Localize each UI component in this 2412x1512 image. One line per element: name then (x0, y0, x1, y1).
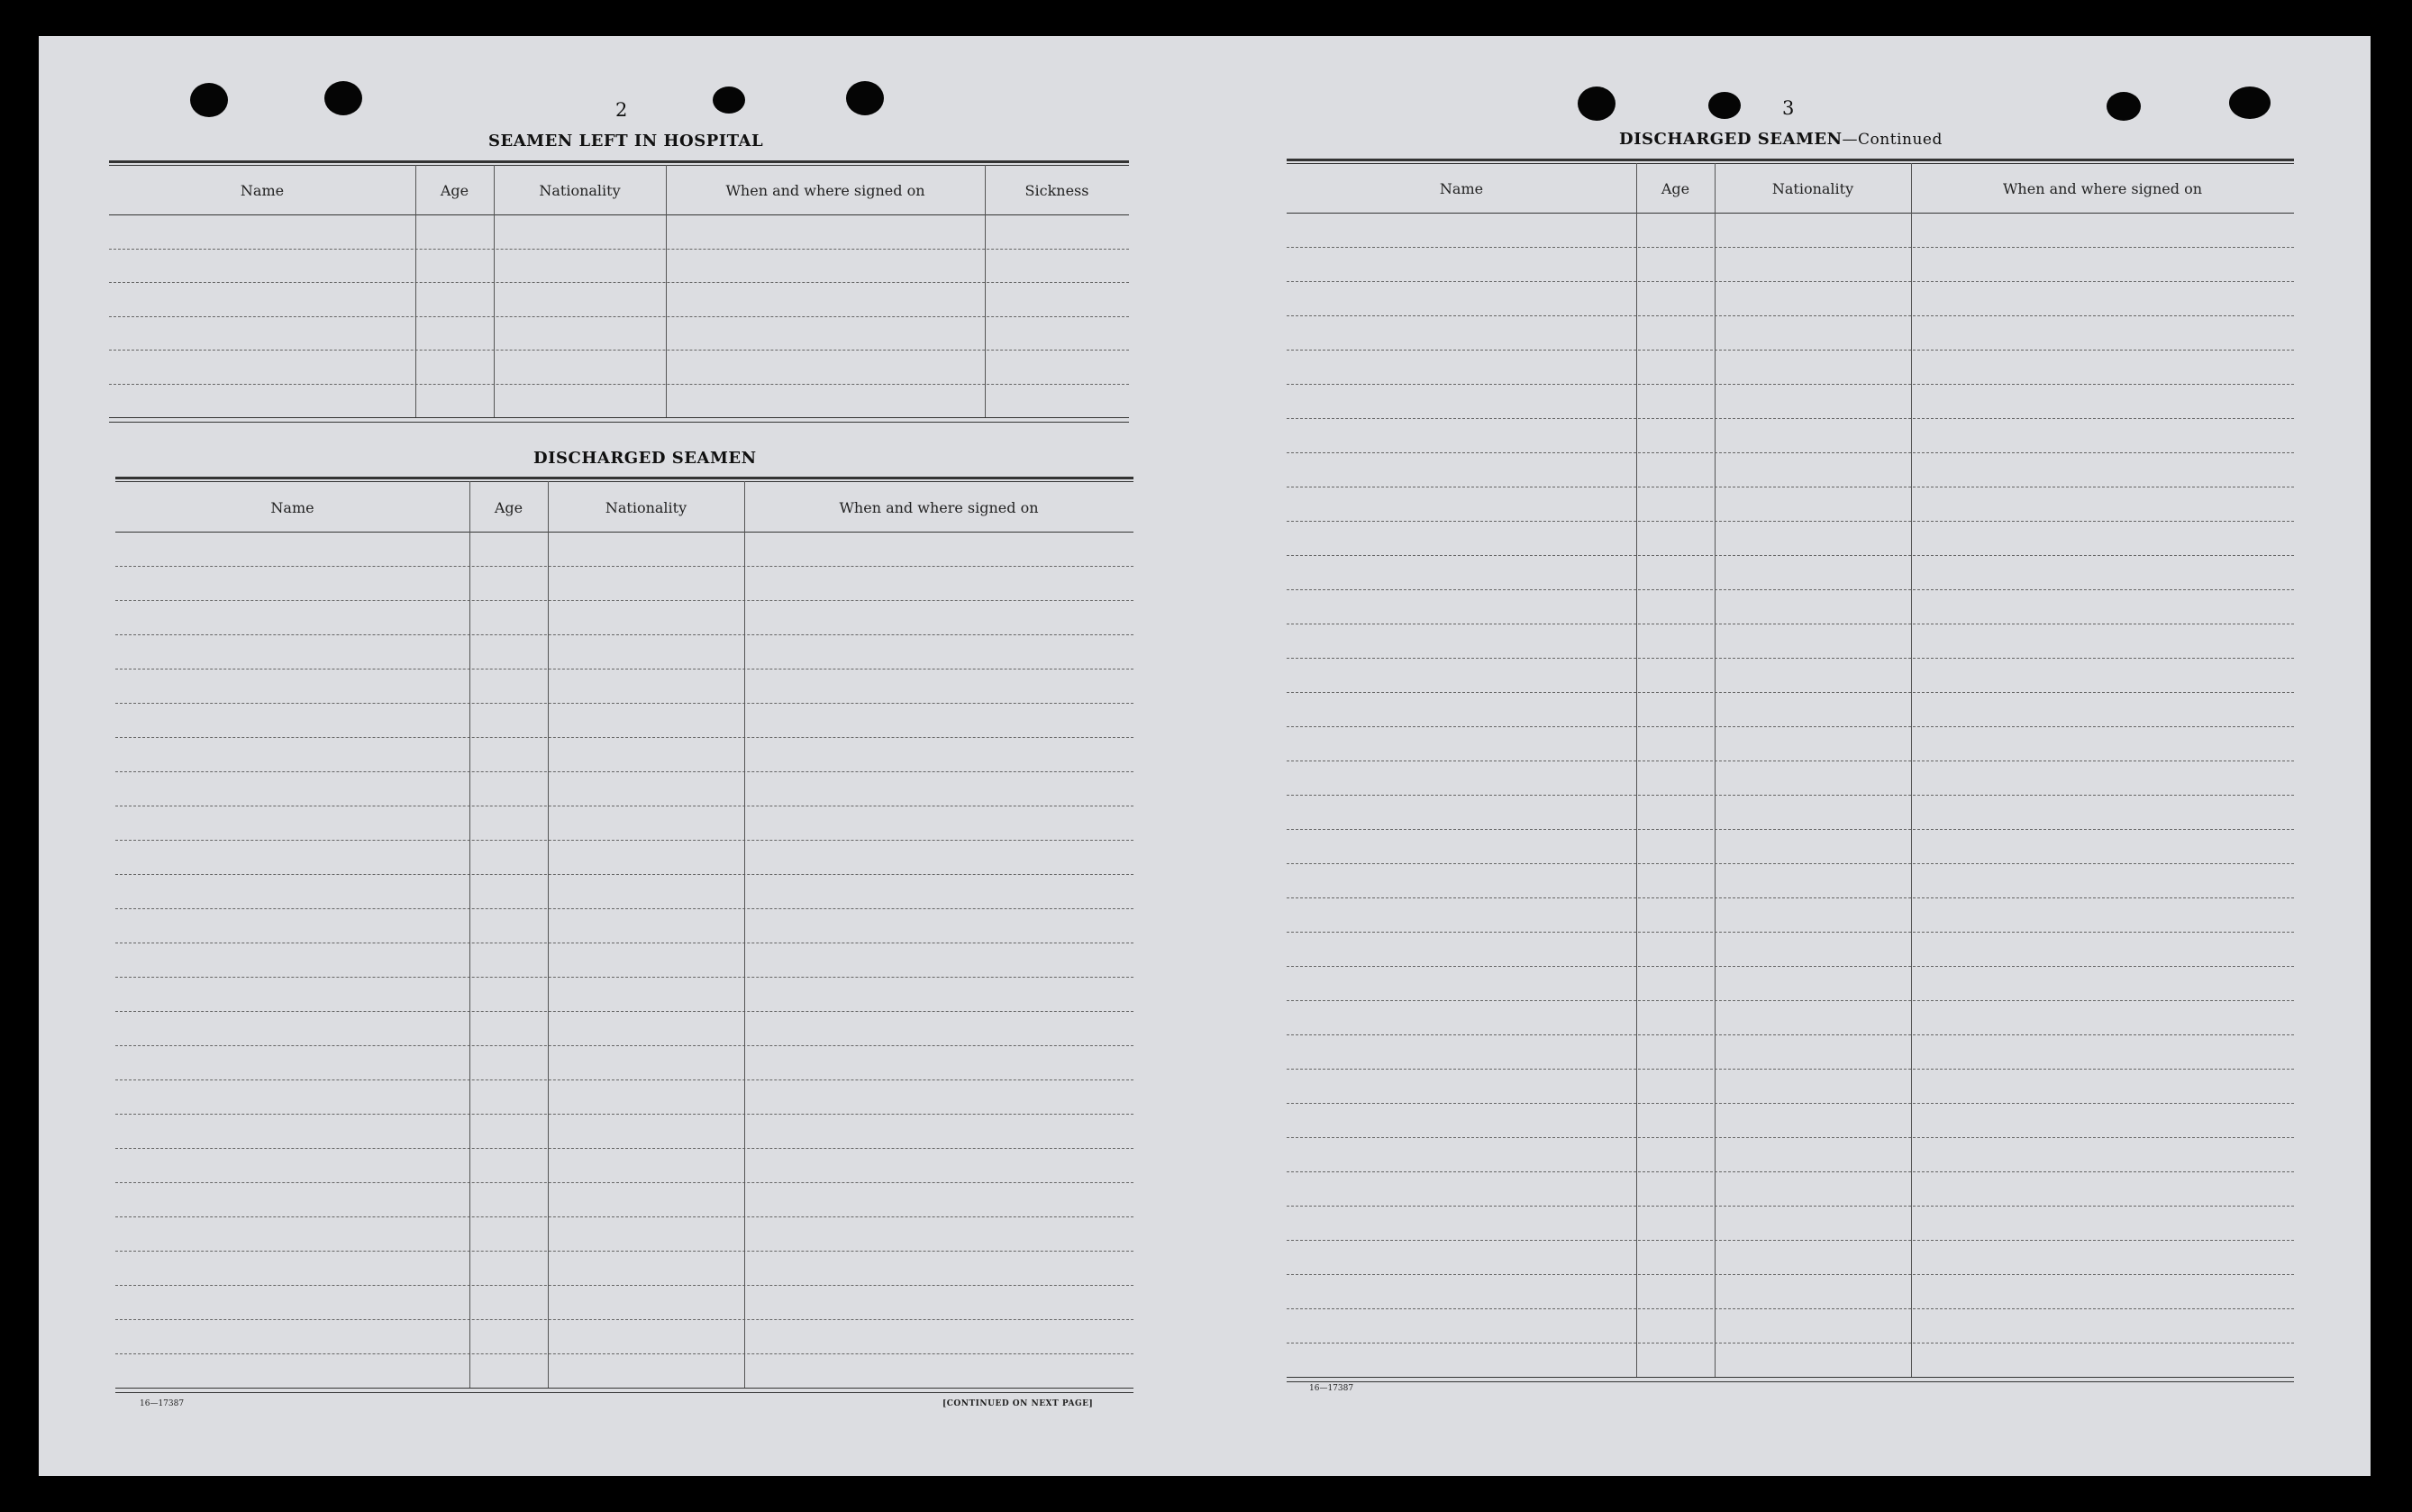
table-row-line (1287, 555, 2294, 556)
table-row-line (115, 600, 1133, 601)
column-header-when-and-where-signed-on: When and where signed on (2002, 180, 2203, 197)
table-row-line (1287, 1308, 2294, 1309)
table-column-line (1636, 163, 1637, 1377)
discharged-title-text: DISCHARGED SEAMEN (1619, 130, 1843, 149)
table-column-line (1715, 163, 1716, 1377)
table-row-line (1287, 658, 2294, 659)
document-sheet (39, 36, 2371, 1476)
table-row-line (1287, 1206, 2294, 1207)
table-row-line (1287, 1137, 2294, 1138)
table-row-line (109, 384, 1129, 385)
table-row-line (1287, 1103, 2294, 1104)
table-row-line (1287, 521, 2294, 522)
column-header-when-and-where-signed-on: When and where signed on (839, 498, 1039, 516)
table-header-rule (109, 214, 1129, 215)
table-row-line (1287, 726, 2294, 727)
footer-code-right: 16—17387 (1309, 1384, 1354, 1393)
table-bottom-rule-thin (109, 422, 1129, 423)
table-column-line (469, 481, 470, 1388)
punch-hole (846, 81, 884, 115)
column-header-age: Age (494, 498, 523, 516)
table-top-rule-thin (109, 165, 1129, 166)
table-row-line (1287, 1171, 2294, 1172)
table-row-line (109, 282, 1129, 283)
discharged-section-title-right (1619, 130, 1943, 149)
table-row-line (1287, 1274, 2294, 1275)
table-row-line (1287, 863, 2294, 864)
footer-code-left: 16—17387 (140, 1399, 185, 1408)
table-bottom-rule (115, 1388, 1133, 1389)
table-bottom-rule-thin (1287, 1381, 2294, 1382)
column-header-age: Age (1661, 180, 1690, 197)
table-row-line (1287, 384, 2294, 385)
table-row-line (1287, 315, 2294, 316)
column-header-age: Age (440, 182, 469, 199)
column-header-name: Name (1439, 180, 1484, 197)
table-row-line (109, 249, 1129, 250)
table-top-rule (109, 160, 1129, 163)
table-row-line (1287, 795, 2294, 796)
table-row-line (115, 908, 1133, 909)
table-row-line (115, 1285, 1133, 1286)
table-row-line (115, 1148, 1133, 1149)
column-header-sickness: Sickness (1024, 182, 1089, 199)
page-number-right: 3 (1782, 97, 1795, 119)
table-row-line (115, 1182, 1133, 1183)
table-row-line (115, 771, 1133, 772)
table-row-line (1287, 1034, 2294, 1035)
table-row-line (1287, 1000, 2294, 1001)
table-column-line (744, 481, 745, 1388)
table-row-line (1287, 932, 2294, 933)
table-bottom-rule (109, 417, 1129, 418)
footer-continued-note: [CONTINUED ON NEXT PAGE] (942, 1399, 1094, 1408)
column-header-nationality: Nationality (1771, 180, 1854, 197)
table-row-line (115, 874, 1133, 875)
punch-hole (1578, 87, 1616, 121)
punch-hole (190, 83, 228, 117)
table-row-line (109, 350, 1129, 351)
table-row-line (115, 566, 1133, 567)
table-row-line (115, 1114, 1133, 1115)
punch-hole (1708, 92, 1741, 119)
punch-hole (713, 87, 745, 114)
column-header-name: Name (270, 498, 314, 516)
punch-hole (2229, 87, 2271, 119)
table-row-line (115, 1216, 1133, 1217)
discharged-title-suffix: —Continued (1842, 131, 1943, 149)
column-header-name: Name (240, 182, 285, 199)
table-row-line (1287, 418, 2294, 419)
table-bottom-rule-thin (115, 1392, 1133, 1393)
table-top-rule (1287, 159, 2294, 161)
table-row-line (1287, 589, 2294, 590)
table-row-line (1287, 1069, 2294, 1070)
table-row-line (115, 1011, 1133, 1012)
table-row-line (115, 1079, 1133, 1080)
table-top-rule (115, 477, 1133, 479)
punch-hole (324, 81, 362, 115)
table-row-line (115, 703, 1133, 704)
table-row-line (1287, 829, 2294, 830)
table-row-line (1287, 281, 2294, 282)
table-row-line (115, 737, 1133, 738)
column-header-nationality: Nationality (539, 182, 621, 199)
table-top-rule-thin (1287, 163, 2294, 164)
table-column-line (1911, 163, 1912, 1377)
table-row-line (1287, 966, 2294, 967)
table-row-line (115, 1045, 1133, 1046)
hospital-section-title: SEAMEN LEFT IN HOSPITAL (488, 132, 764, 150)
table-row-line (1287, 452, 2294, 453)
table-row-line (1287, 897, 2294, 898)
page-number-left: 2 (615, 99, 628, 121)
table-column-line (494, 165, 495, 417)
column-header-nationality: Nationality (605, 498, 687, 516)
table-column-line (985, 165, 986, 417)
discharged-section-title-left: DISCHARGED SEAMEN (533, 449, 757, 468)
table-header-rule (115, 532, 1133, 533)
table-row-line (1287, 1240, 2294, 1241)
table-column-line (666, 165, 667, 417)
table-column-line (548, 481, 549, 1388)
table-row-line (115, 1319, 1133, 1320)
table-row-line (1287, 247, 2294, 248)
table-row-line (115, 977, 1133, 978)
table-bottom-rule (1287, 1377, 2294, 1378)
table-row-line (109, 316, 1129, 317)
column-header-when-and-where-signed-on: When and where signed on (725, 182, 925, 199)
table-row-line (115, 840, 1133, 841)
table-row-line (115, 1251, 1133, 1252)
punch-hole (2107, 92, 2141, 121)
table-row-line (115, 634, 1133, 635)
table-column-line (415, 165, 416, 417)
table-row-line (115, 1353, 1133, 1354)
table-top-rule-thin (115, 481, 1133, 482)
table-row-line (1287, 692, 2294, 693)
table-row-line (1287, 350, 2294, 351)
table-header-rule (1287, 213, 2294, 214)
